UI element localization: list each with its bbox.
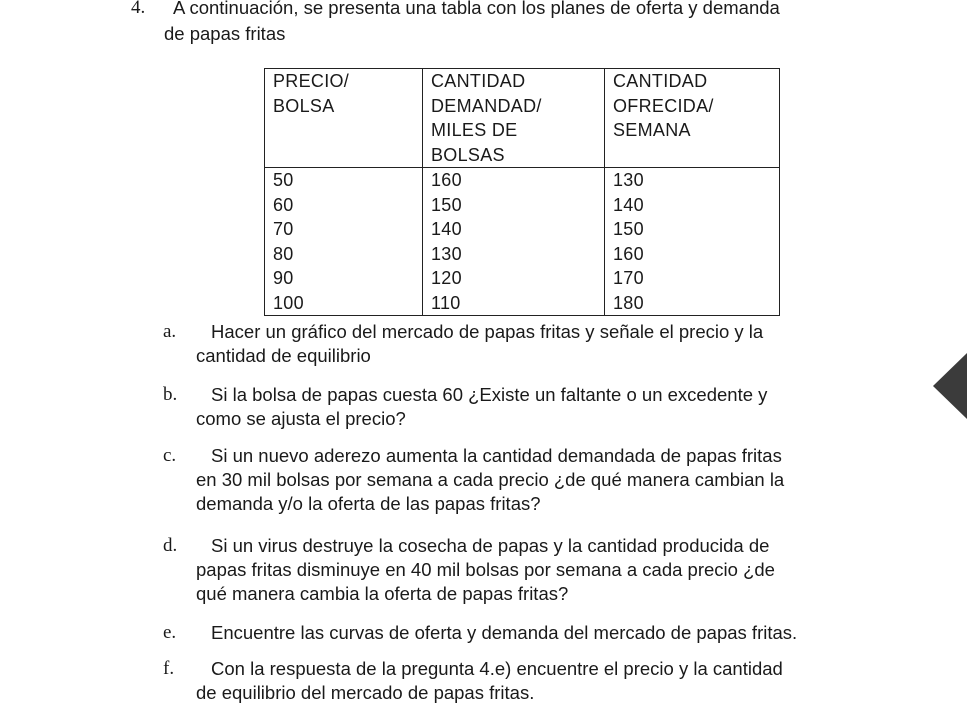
item-c-label: c.: [163, 445, 177, 466]
supply-cell: 170: [613, 268, 644, 288]
header-quantity-demanded: [423, 69, 605, 168]
demand-cell: 110: [431, 292, 461, 313]
item-e-line-1: Encuentre las curvas de oferta y demanda del mercado de papas fritas.: [211, 622, 798, 643]
intro-line-2: de papas fritas: [164, 23, 286, 44]
item-e-label: e.: [163, 622, 177, 643]
supply-cell: 150: [613, 219, 644, 239]
table-header-row: [265, 69, 780, 168]
item-f-line-1: Con la respuesta de la pregunta 4.e) encuentre el precio y la cantidad: [211, 658, 783, 679]
price-cell: 90: [273, 268, 294, 288]
quantity-demanded-column: [423, 168, 605, 316]
item-d-label: d.: [163, 535, 178, 556]
header-text: CANTIDAD: [431, 71, 526, 91]
item-f-line-2: de equilibrio del mercado de papas fritas.: [196, 682, 535, 703]
header-price: [265, 69, 423, 168]
supply-cell: 130: [613, 170, 644, 190]
item-d-line-3: qué manera cambia la oferta de papas fritas?: [196, 583, 569, 604]
item-f-label: f.: [163, 658, 175, 679]
price-cell: 70: [273, 219, 294, 239]
header-text: SEMANA: [613, 120, 691, 140]
supply-cell: 140: [613, 194, 644, 215]
side-panel-tab[interactable]: [933, 353, 967, 419]
item-b-line-2: como se ajusta el precio?: [196, 408, 406, 429]
supply-demand-table: [264, 68, 780, 316]
item-c-line-2: en 30 mil bolsas por semana a cada precio ¿de qué manera cambian la: [196, 469, 785, 490]
price-cell: 100: [273, 292, 304, 313]
item-a-label: a.: [163, 321, 177, 342]
price-cell: 50: [273, 170, 294, 190]
demand-cell: 140: [431, 219, 462, 239]
header-quantity-supplied: [605, 69, 780, 168]
item-c-line-1: Si un nuevo aderezo aumenta la cantidad demandada de papas fritas: [211, 445, 782, 466]
header-text: OFRECIDA/: [613, 95, 714, 116]
item-b-label: b.: [163, 384, 178, 405]
demand-cell: 130: [431, 243, 462, 264]
item-d-line-1: Si un virus destruye la cosecha de papas y la cantidad producida de: [211, 535, 770, 556]
header-text: PRECIO/: [273, 71, 350, 91]
price-column: [265, 168, 423, 316]
header-text: DEMANDAD/: [431, 95, 542, 116]
item-a-line-2: cantidad de equilibrio: [196, 345, 371, 366]
header-text: CANTIDAD: [613, 71, 708, 91]
item-a-line-1: Hacer un gráfico del mercado de papas fritas y señale el precio y la: [211, 321, 764, 342]
demand-cell: 150: [431, 194, 462, 215]
demand-cell: 120: [431, 268, 462, 288]
price-cell: 60: [273, 194, 294, 215]
intro-line-1: A continuación, se presenta una tabla con los planes de oferta y demanda: [173, 0, 780, 18]
supply-cell: 180: [613, 292, 644, 313]
question-number: 4.: [131, 0, 146, 18]
item-d-line-2: papas fritas disminuye en 40 mil bolsas por semana a cada precio ¿de: [196, 559, 775, 580]
item-b-line-1: Si la bolsa de papas cuesta 60 ¿Existe un faltante o un excedente y: [211, 384, 768, 405]
table-body-row: [265, 168, 780, 316]
demand-cell: 160: [431, 170, 462, 190]
header-text: MILES DE: [431, 120, 518, 140]
supply-cell: 160: [613, 243, 644, 264]
price-cell: 80: [273, 243, 294, 264]
item-c-line-3: demanda y/o la oferta de las papas fritas?: [196, 493, 541, 514]
quantity-supplied-column: [605, 168, 780, 316]
header-text: BOLSAS: [431, 144, 505, 165]
header-text: BOLSA: [273, 95, 335, 116]
